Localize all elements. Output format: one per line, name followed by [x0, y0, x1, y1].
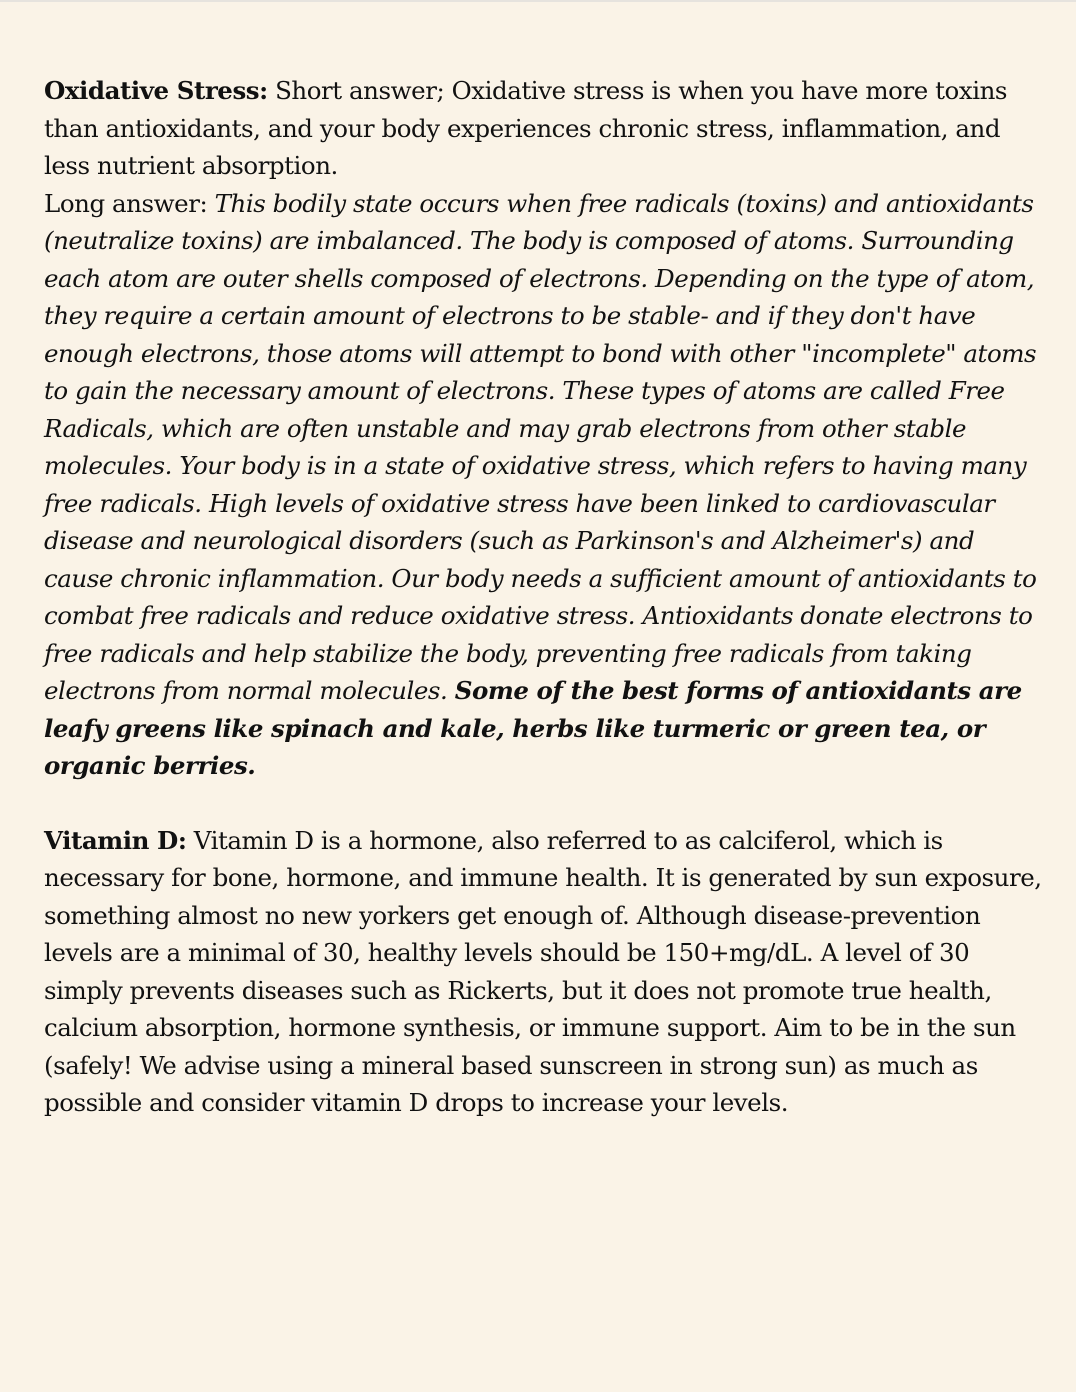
long-answer-label: Long answer: — [44, 188, 215, 218]
section-spacer — [44, 785, 1044, 822]
oxidative-stress-short-paragraph — [44, 72, 1044, 185]
article-body — [44, 72, 1044, 1122]
oxidative-stress-long-answer: This bodily state occurs when free radicals (toxins) and antioxidants (neutralize toxins) are imbalanced. The body is composed of atoms. Surrounding each atom are outer shells composed of electrons. Depending on the type of atom, they require a certain amount of electrons to be stable- and if they don't have enough electrons, those atoms will attempt to bond with other "incomplete" atoms to gain the necessary amount of electrons. These types of atoms are called Free Radicals, which are often unstable and may grab electrons from other stable molecules. Your body is in a state of oxidative stress, which refers to having many free radicals. High levels of oxidative stress have been linked to cardiovascular disease and neurological disorders (such as Parkinson's and Alzheimer's) and cause chronic inflammation. Our body needs a sufficient amount of antioxidants to combat free radicals and reduce oxidative stress. Antioxidants donate electrons to free radicals and help stabilize the body, preventing free radicals from taking electrons from normal molecules. — [44, 188, 1037, 705]
vitamin-d-body: Vitamin D is a hormone, also referred to as calciferol, which is necessary for bone, hormone, and immune health. It is generated by sun exposure, something almost no new yorkers get enough of. Although disease-prevention levels are a minimal of 30, healthy levels should be 150+mg/dL. A level of 30 simply prevents diseases such as Rickerts, but it does not promote true health, calcium absorption, hormone synthesis, or immune support. Aim to be in the sun (safely! We advise using a mineral based sunscreen in strong sun) as much as possible and consider vitamin D drops to increase your levels. — [44, 825, 1042, 1117]
vitamin-d-paragraph — [44, 822, 1044, 1122]
oxidative-stress-long-paragraph — [44, 185, 1044, 785]
oxidative-stress-short-answer: Short answer; Oxidative stress is when you have more toxins than antioxidants, and your body experiences chronic stress, inflammation, and less nutrient absorption. — [44, 76, 1008, 180]
antioxidant-sources-highlight: Some of the best forms of antioxidants are leafy greens like spinach and kale, herbs like turmeric or green tea, or organic berries. — [44, 676, 1022, 780]
vitamin-d-term: Vitamin D: — [44, 825, 187, 855]
oxidative-stress-term: Oxidative Stress: — [44, 76, 268, 105]
top-divider — [0, 0, 1076, 2]
vitamin-d-section — [44, 822, 1044, 1122]
oxidative-stress-section — [44, 72, 1044, 785]
